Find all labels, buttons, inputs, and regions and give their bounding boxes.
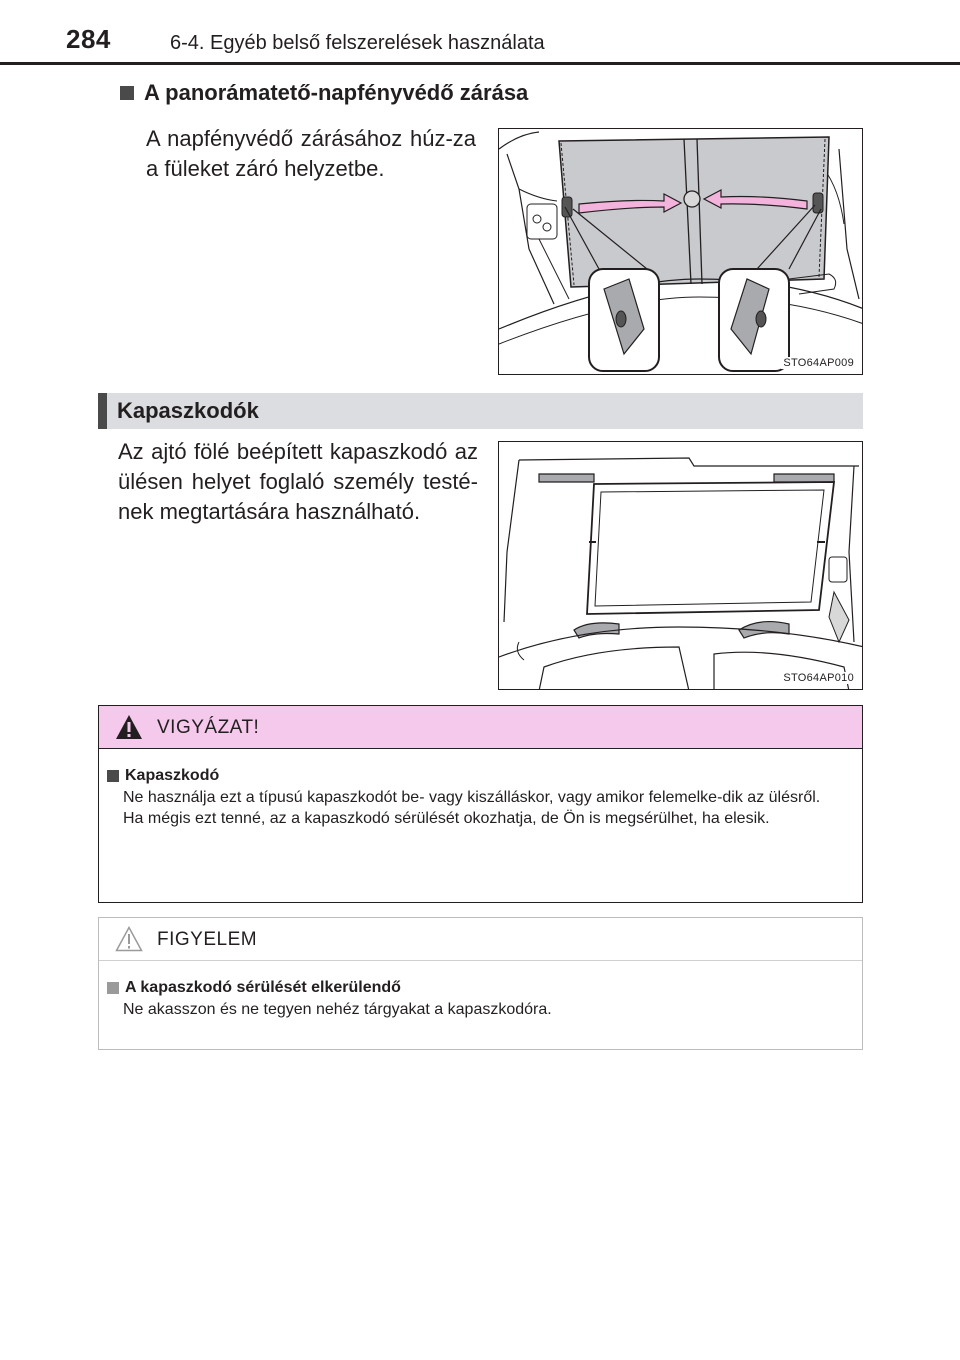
caution-subheading bbox=[107, 767, 848, 785]
caution-body bbox=[99, 749, 862, 829]
notice-paragraph: Ne akasszon és ne tegyen nehéz tárgyakat a kapaszkodóra. bbox=[123, 1001, 552, 1018]
notice-body bbox=[99, 961, 862, 1020]
header-rule bbox=[0, 62, 960, 65]
notice-subheading-text: A kapaszkodó sérülését elkerülendő bbox=[125, 979, 401, 996]
page-number: 284 bbox=[66, 24, 111, 54]
square-bullet-icon bbox=[120, 86, 134, 100]
page-header bbox=[0, 0, 960, 68]
caution-paragraph: Ne használja ezt a típusú kapaszkodót be- vagy kiszálláskor, vagy amikor felemelke-dik az ülésről. bbox=[123, 789, 821, 806]
section-title: Kapaszkodók bbox=[117, 398, 259, 423]
notice-triangle-icon bbox=[115, 926, 143, 952]
notice-box bbox=[98, 917, 863, 1050]
assist-grip-figure bbox=[498, 441, 863, 690]
warning-triangle-icon bbox=[115, 714, 143, 740]
caution-box bbox=[98, 705, 863, 903]
sunshade-instructions: A napfényvédő zárásához húz-za a füleket záró helyzetbe. bbox=[146, 126, 476, 181]
caution-title: VIGYÁZAT! bbox=[157, 717, 260, 738]
chapter-title: 6-4. Egyéb belső felszerelések használata bbox=[170, 32, 545, 54]
notice-title: FIGYELEM bbox=[157, 929, 258, 950]
sunshade-heading bbox=[120, 80, 528, 106]
sunshade-illustration bbox=[499, 129, 863, 375]
figure-code: STO64AP009 bbox=[783, 357, 854, 369]
figure-code: STO64AP010 bbox=[783, 672, 854, 684]
caution-subheading-text: Kapaszkodó bbox=[125, 767, 220, 784]
notice-header bbox=[99, 918, 862, 961]
notice-subheading bbox=[107, 979, 848, 997]
caution-header bbox=[99, 706, 862, 749]
assist-grips-description: Az ajtó fölé beépített kapaszkodó az ülésen helyet foglaló személy testé-nek megtartására használható. bbox=[118, 439, 478, 524]
sunshade-figure bbox=[498, 128, 863, 375]
assist-grip-illustration bbox=[499, 442, 863, 690]
section-band bbox=[98, 393, 863, 429]
square-bullet-icon bbox=[107, 770, 119, 782]
caution-paragraph: Ha mégis ezt tenné, az a kapaszkodó sérülését okozhatja, de Ön is megsérülhet, ha elesik. bbox=[123, 810, 770, 827]
sunshade-heading-text: A panorámatető-napfényvédő zárása bbox=[144, 80, 529, 105]
square-bullet-icon bbox=[107, 982, 119, 994]
